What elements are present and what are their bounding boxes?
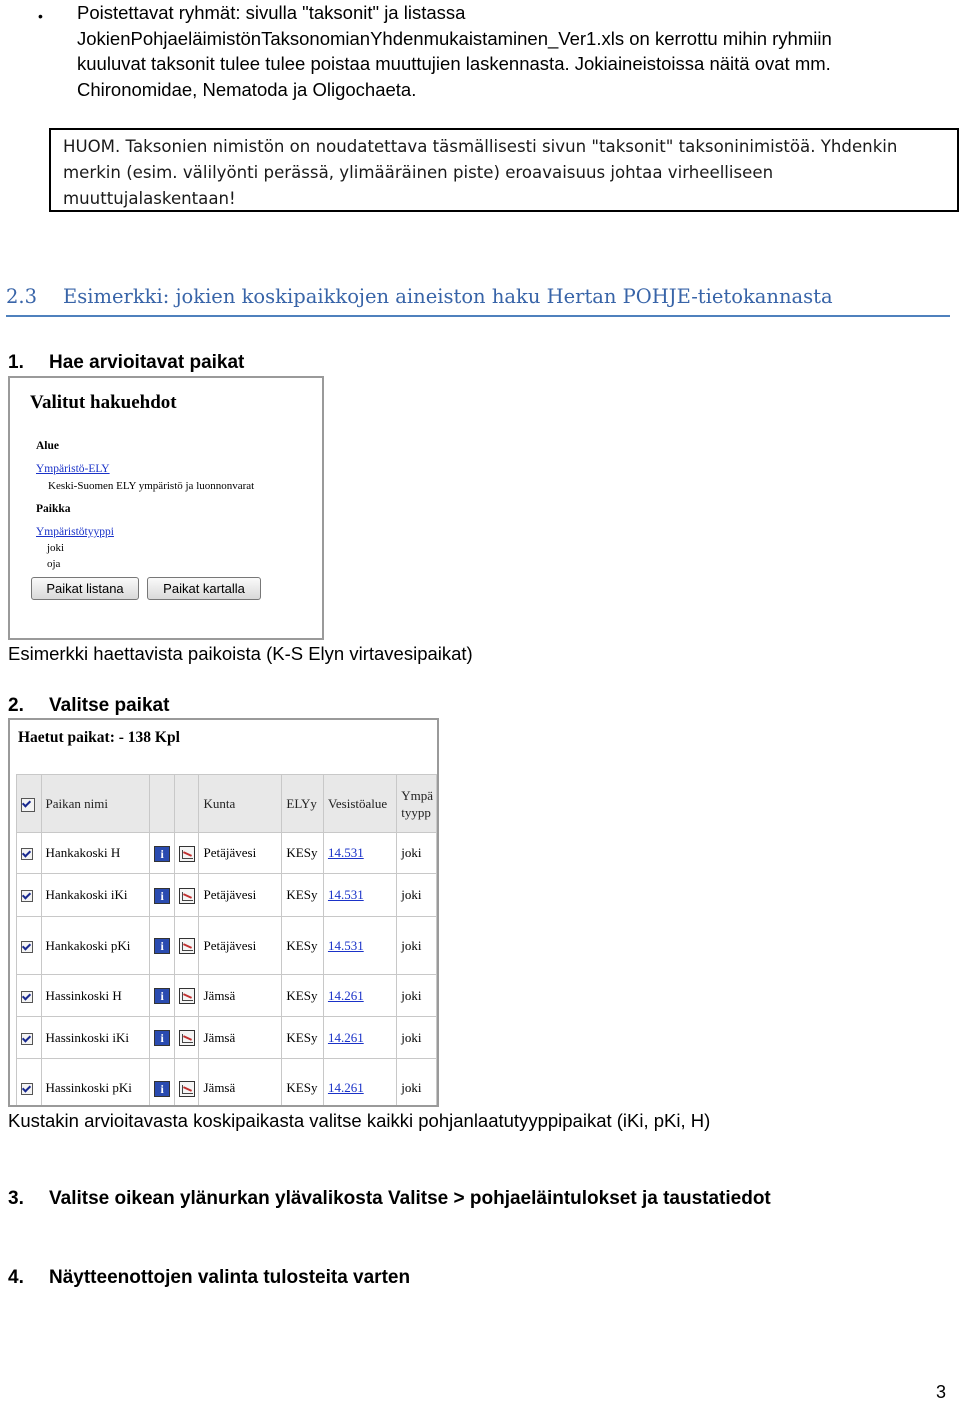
step-number: 4.: [8, 1267, 24, 1288]
step-4: [8, 1267, 410, 1289]
place-name: Hassinkoski iKi: [41, 1017, 150, 1059]
column-header[interactable]: ELYy: [282, 775, 324, 833]
step-text: Hae arvioitavat paikat: [49, 352, 245, 373]
chart-icon[interactable]: [179, 938, 195, 954]
select-all-checkbox[interactable]: [21, 798, 35, 812]
row-checkbox[interactable]: [21, 848, 33, 860]
place-name: Hassinkoski H: [41, 975, 150, 1017]
chart-icon[interactable]: [179, 988, 195, 1004]
column-header[interactable]: Vesistöalue: [323, 775, 396, 833]
environment-type: joki: [397, 833, 437, 874]
alue-value: Keski-Suomen ELY ympäristö ja luonnonvarat: [48, 480, 255, 492]
watershed-cell[interactable]: [323, 833, 396, 874]
municipality: Petäjävesi: [199, 917, 282, 975]
municipality: Petäjävesi: [199, 874, 282, 917]
municipality: Petäjävesi: [199, 833, 282, 874]
watershed-link[interactable]: 14.261: [327, 987, 364, 1003]
alue-link[interactable]: Ympäristö-ELY: [36, 463, 110, 475]
environment-type: joki: [397, 1017, 437, 1059]
municipality: Jämsä: [199, 1059, 282, 1108]
step-number: 3.: [8, 1188, 24, 1209]
step-text: Näytteenottojen valinta tulosteita varten: [49, 1267, 411, 1288]
step-number: 2.: [8, 695, 24, 716]
info-cell[interactable]: [150, 1059, 175, 1108]
watershed-cell[interactable]: [323, 917, 396, 975]
step-2: [8, 695, 169, 717]
graph-cell[interactable]: [174, 1017, 199, 1059]
bullet-line: Poistettavat ryhmät: sivulla "taksonit" ja listassa: [77, 2, 466, 23]
info-icon[interactable]: i: [154, 846, 170, 862]
select-all-cell[interactable]: [17, 775, 42, 833]
column-header-empty: [150, 775, 175, 833]
row-checkbox-cell[interactable]: [17, 1017, 42, 1059]
environment-type: joki: [397, 917, 437, 975]
table-row[interactable]: [17, 917, 437, 975]
watershed-link[interactable]: 14.531: [327, 845, 364, 860]
column-header[interactable]: Paikan nimi: [41, 775, 150, 833]
row-checkbox[interactable]: [21, 941, 33, 953]
figure-caption: Esimerkki haettavista paikoista (K-S Elyn virtavesipaikat): [8, 643, 473, 664]
section-heading: [6, 285, 950, 317]
info-icon[interactable]: i: [154, 1030, 170, 1046]
note-line: HUOM. Taksonien nimistön on noudatettava täsmällisesti sivun "taksonit" taksoninimistöä. Yhdenkin: [63, 137, 898, 156]
found-places-panel: [8, 718, 439, 1107]
info-icon[interactable]: i: [154, 1081, 170, 1097]
row-checkbox[interactable]: [21, 991, 33, 1003]
table-row[interactable]: [17, 1017, 437, 1059]
column-header[interactable]: Kunta: [199, 775, 282, 833]
step-text: Valitse oikean ylänurkan ylävalikosta Valitse > pohjaeläintulokset ja taustatiedot: [49, 1188, 771, 1209]
column-header-line: Ympä: [401, 787, 433, 803]
info-cell[interactable]: [150, 1017, 175, 1059]
paikka-value: oja: [47, 558, 61, 570]
step-number: 1.: [8, 352, 24, 373]
bullet-icon: •: [38, 8, 43, 24]
watershed-cell[interactable]: [323, 1017, 396, 1059]
place-name: Hankakoski pKi: [41, 917, 150, 975]
watershed-link[interactable]: 14.531: [327, 887, 364, 902]
graph-cell[interactable]: [174, 833, 199, 874]
map-places-button[interactable]: Paikat kartalla: [147, 577, 261, 600]
column-header[interactable]: [397, 775, 437, 833]
watershed-link[interactable]: 14.261: [327, 1029, 364, 1045]
page-number: 3: [935, 1382, 946, 1402]
place-name: Hassinkoski pKi: [41, 1059, 150, 1108]
chart-icon[interactable]: [179, 888, 195, 904]
section-number: 2.3: [6, 285, 38, 308]
row-checkbox-cell[interactable]: [17, 874, 42, 917]
info-cell[interactable]: [150, 874, 175, 917]
row-checkbox[interactable]: [21, 890, 33, 902]
row-checkbox-cell[interactable]: [17, 833, 42, 874]
row-checkbox-cell[interactable]: [17, 975, 42, 1017]
table-row[interactable]: [17, 975, 437, 1017]
row-checkbox[interactable]: [21, 1033, 33, 1045]
watershed-link[interactable]: 14.261: [327, 1080, 364, 1095]
ely-code: KESy: [282, 917, 324, 975]
ely-code: KESy: [282, 833, 324, 874]
table-row[interactable]: [17, 1059, 437, 1108]
alue-label: Alue: [36, 440, 59, 452]
info-cell[interactable]: [150, 833, 175, 874]
row-checkbox[interactable]: [21, 1083, 33, 1095]
municipality: Jämsä: [199, 1017, 282, 1059]
chart-icon[interactable]: [179, 1030, 195, 1046]
table-row[interactable]: [17, 833, 437, 874]
list-places-button[interactable]: Paikat listana: [31, 577, 139, 600]
graph-cell[interactable]: [174, 917, 199, 975]
ely-code: KESy: [282, 1059, 324, 1108]
step-text: Valitse paikat: [49, 695, 170, 716]
info-cell[interactable]: [150, 975, 175, 1017]
step-3: [8, 1188, 771, 1210]
environment-type: joki: [397, 975, 437, 1017]
place-name: Hankakoski H: [41, 833, 150, 874]
table-header-row: [17, 775, 437, 833]
watershed-cell[interactable]: [323, 874, 396, 917]
paikka-value: joki: [47, 542, 65, 554]
chart-icon[interactable]: [179, 846, 195, 862]
warning-note-box: [49, 128, 959, 212]
column-header-line: tyypp: [401, 804, 431, 820]
watershed-link[interactable]: 14.531: [327, 937, 364, 953]
panel-title: Valitut hakuehdot: [30, 392, 177, 413]
place-name: Hankakoski iKi: [41, 874, 150, 917]
figure-caption: Kustakin arvioitavasta koskipaikasta valitse kaikki pohjanlaatutyyppipaikat (iKi, pKi, H): [8, 1110, 711, 1131]
table-row[interactable]: [17, 874, 437, 917]
note-line: merkin (esim. välilyönti perässä, ylimääräinen piste) eroavaisuus johtaa virheelliseen: [63, 163, 774, 182]
bullet-line: Chironomidae, Nematoda ja Oligochaeta.: [77, 78, 417, 100]
graph-cell[interactable]: [174, 874, 199, 917]
info-cell[interactable]: [150, 917, 175, 975]
section-title: Esimerkki: jokien koskipaikkojen aineiston haku Hertan POHJE-tietokannasta: [63, 285, 833, 308]
column-header-empty: [174, 775, 199, 833]
ely-code: KESy: [282, 874, 324, 917]
watershed-cell[interactable]: [323, 1059, 396, 1108]
graph-cell[interactable]: [174, 1059, 199, 1108]
chart-icon[interactable]: [179, 1081, 195, 1097]
paikka-link[interactable]: Ympäristötyyppi: [36, 526, 114, 538]
places-table: [16, 774, 437, 1107]
info-icon[interactable]: i: [154, 888, 170, 904]
search-criteria-panel: [8, 376, 324, 640]
environment-type: joki: [397, 1059, 437, 1108]
info-icon[interactable]: i: [154, 938, 170, 954]
row-checkbox-cell[interactable]: [17, 917, 42, 975]
municipality: Jämsä: [199, 975, 282, 1017]
panel-title: Haetut paikat: - 138 Kpl: [18, 729, 180, 746]
row-checkbox-cell[interactable]: [17, 1059, 42, 1108]
paikka-label: Paikka: [36, 503, 71, 515]
bullet-line: JokienPohjaeläimistönTaksonomianYhdenmukaistaminen_Ver1.xls on kerrottu mihin ryhmiin: [77, 27, 832, 49]
note-line: muuttujalaskentaan!: [63, 189, 236, 208]
info-icon[interactable]: i: [154, 988, 170, 1004]
ely-code: KESy: [282, 975, 324, 1017]
bullet-line: kuuluvat taksonit tulee tulee poistaa muuttujien laskennasta. Jokiaineistoissa näitä ovat mm.: [77, 53, 831, 74]
watershed-cell[interactable]: [323, 975, 396, 1017]
step-1: [8, 352, 244, 374]
environment-type: joki: [397, 874, 437, 917]
graph-cell[interactable]: [174, 975, 199, 1017]
ely-code: KESy: [282, 1017, 324, 1059]
bullet-paragraph: [77, 0, 937, 102]
